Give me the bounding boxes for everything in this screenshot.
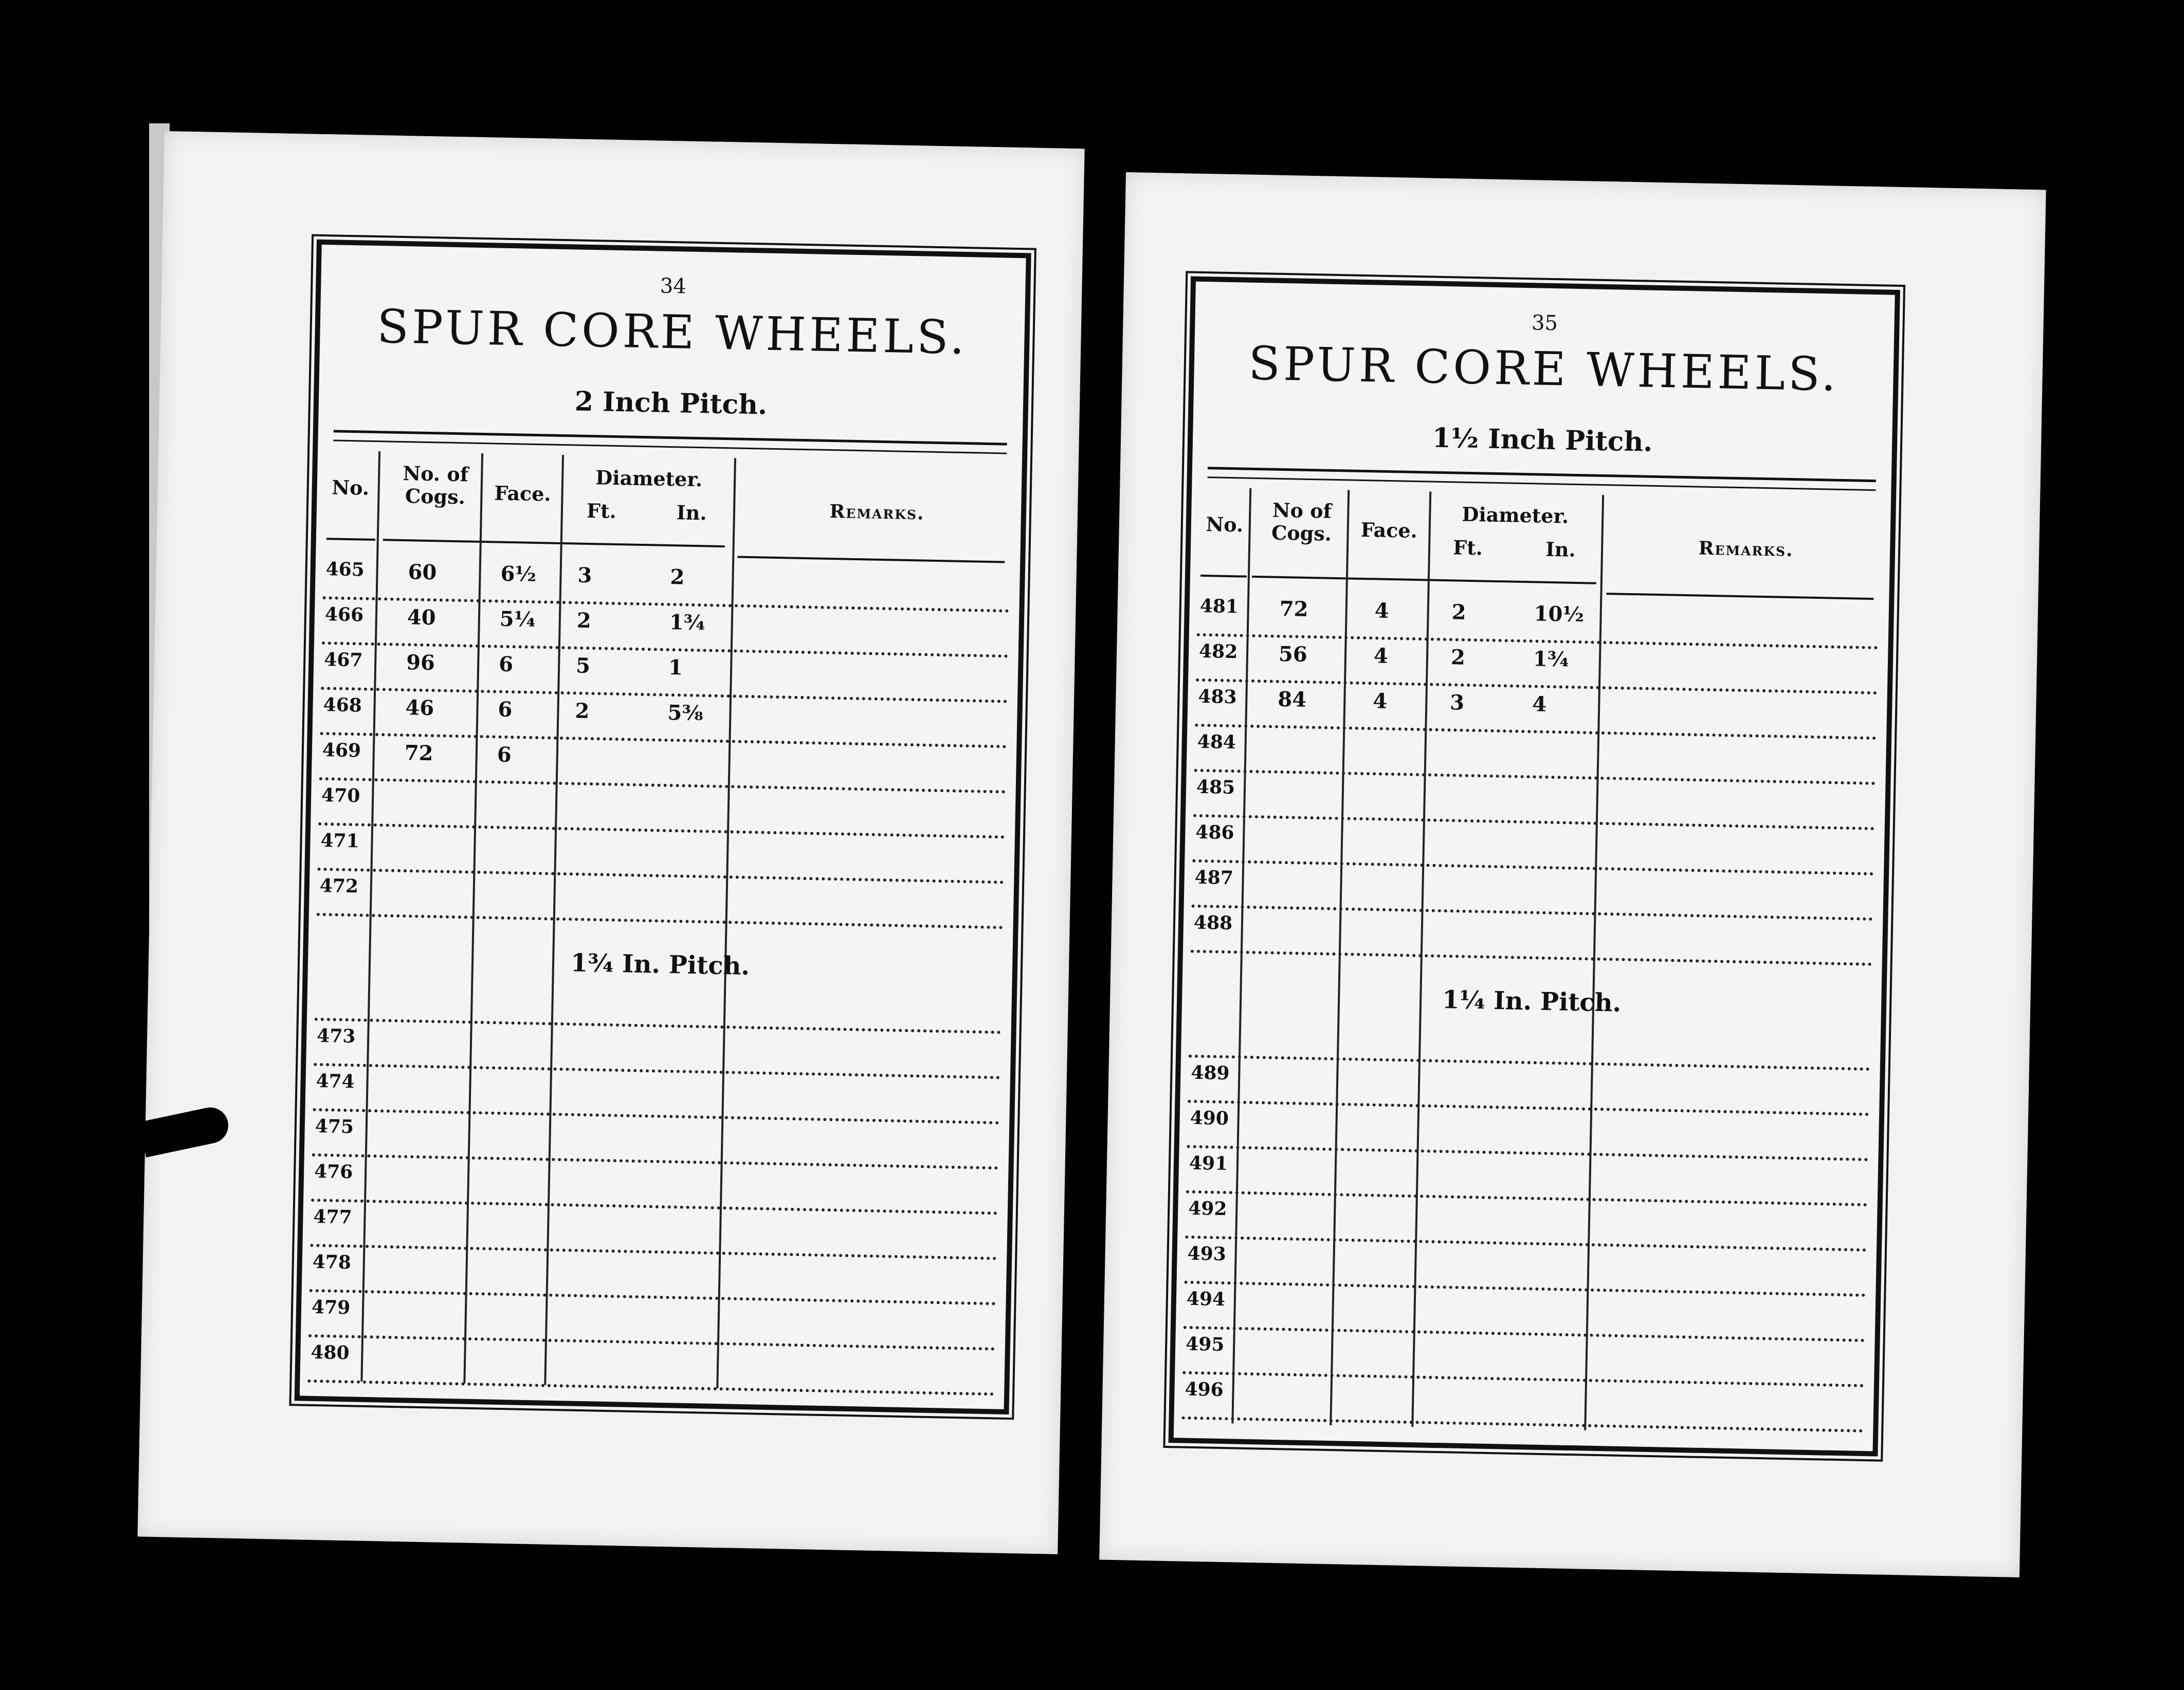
pitch-subtitle: 1½ Inch Pitch. bbox=[1432, 422, 1653, 458]
row-number: 488 bbox=[1193, 911, 1233, 934]
header-face: Face. bbox=[494, 481, 552, 506]
header-cogs-line1: No. of bbox=[403, 462, 469, 486]
row-number: 470 bbox=[321, 784, 360, 807]
header-rule bbox=[1200, 575, 1247, 578]
row-number: 482 bbox=[1198, 640, 1238, 663]
row-number: 491 bbox=[1189, 1152, 1228, 1175]
double-rule bbox=[1208, 467, 1876, 491]
row-number: 466 bbox=[324, 603, 364, 626]
in-value: 5⅜ bbox=[667, 700, 704, 726]
in-value: 1¾ bbox=[669, 610, 705, 635]
header-rule bbox=[737, 556, 1005, 563]
row-number: 465 bbox=[325, 558, 365, 581]
header-rule bbox=[1252, 576, 1596, 584]
header-cogs-line1: No of bbox=[1272, 498, 1332, 523]
row-number: 478 bbox=[312, 1251, 352, 1274]
header-face: Face. bbox=[1360, 518, 1418, 543]
dotted-leader bbox=[317, 913, 1003, 929]
ft-value: 2 bbox=[576, 608, 592, 633]
row-number: 472 bbox=[319, 875, 359, 897]
row-number: 492 bbox=[1188, 1197, 1227, 1220]
header-remarks: Remarks. bbox=[1698, 537, 1794, 561]
dotted-leader bbox=[1191, 950, 1872, 966]
header-rule bbox=[1606, 593, 1873, 600]
dotted-leader bbox=[307, 1380, 994, 1396]
cogs-value: 96 bbox=[406, 650, 435, 675]
dotted-leader bbox=[1181, 1417, 1863, 1432]
ft-value: 2 bbox=[575, 699, 590, 724]
cogs-value: 40 bbox=[407, 605, 436, 630]
section-heading: 1¼ In. Pitch. bbox=[1442, 985, 1622, 1018]
cogs-value: 56 bbox=[1278, 641, 1308, 667]
in-value: 2 bbox=[670, 565, 685, 590]
row-number: 475 bbox=[315, 1115, 354, 1138]
right-page-frame bbox=[1169, 276, 1900, 1456]
header-cogs bbox=[1252, 499, 1351, 545]
header-diameter: Diameter. bbox=[595, 466, 703, 491]
header-in: In. bbox=[676, 501, 707, 525]
page-number: 34 bbox=[660, 274, 687, 299]
in-value: 1¾ bbox=[1533, 647, 1569, 672]
row-number: 481 bbox=[1199, 595, 1239, 618]
header-no: No. bbox=[1206, 512, 1244, 537]
row-number: 467 bbox=[323, 649, 363, 671]
row-number: 468 bbox=[323, 694, 362, 717]
row-number: 494 bbox=[1186, 1288, 1226, 1311]
ft-value: 5 bbox=[575, 653, 591, 678]
row-number: 496 bbox=[1185, 1378, 1224, 1401]
cogs-value: 72 bbox=[1279, 596, 1308, 621]
left-page-frame bbox=[295, 240, 1031, 1415]
header-cogs-line2: Cogs. bbox=[405, 484, 466, 509]
row-number: 476 bbox=[314, 1160, 353, 1183]
face-value: 6 bbox=[498, 697, 513, 722]
row-number: 469 bbox=[322, 739, 361, 762]
row-number: 485 bbox=[1196, 776, 1235, 799]
page-title: SPUR CORE WHEELS. bbox=[376, 300, 968, 365]
header-ft: Ft. bbox=[586, 499, 617, 523]
cogs-value: 60 bbox=[408, 560, 437, 585]
header-cogs bbox=[384, 462, 487, 508]
row-number: 493 bbox=[1187, 1242, 1227, 1265]
cogs-value: 72 bbox=[404, 741, 433, 766]
face-value: 4 bbox=[1372, 689, 1388, 713]
cogs-value: 84 bbox=[1277, 687, 1307, 712]
row-number: 480 bbox=[311, 1341, 350, 1364]
face-value: 6 bbox=[498, 652, 514, 677]
ft-value: 3 bbox=[577, 563, 592, 588]
header-in: In. bbox=[1545, 537, 1576, 561]
row-number: 474 bbox=[316, 1070, 355, 1093]
ft-value: 2 bbox=[1451, 600, 1466, 624]
in-value: 1 bbox=[668, 655, 683, 680]
row-number: 471 bbox=[320, 830, 360, 852]
page-title: SPUR CORE WHEELS. bbox=[1248, 336, 1840, 402]
row-number: 489 bbox=[1190, 1061, 1230, 1085]
ft-value: 2 bbox=[1450, 645, 1466, 670]
face-value: 4 bbox=[1374, 598, 1390, 623]
pitch-subtitle: 2 Inch Pitch. bbox=[574, 385, 768, 421]
header-no: No. bbox=[331, 475, 370, 500]
row-number: 477 bbox=[313, 1205, 353, 1228]
face-value: 6½ bbox=[500, 561, 537, 587]
double-rule bbox=[333, 430, 1007, 454]
row-number: 484 bbox=[1197, 730, 1236, 754]
header-rule bbox=[383, 539, 725, 547]
section-heading: 1¾ In. Pitch. bbox=[570, 948, 750, 981]
face-value: 6 bbox=[497, 742, 512, 767]
ft-value: 3 bbox=[1449, 690, 1465, 715]
face-value: 5¼ bbox=[499, 607, 536, 632]
left-page bbox=[137, 131, 1084, 1554]
page-number: 35 bbox=[1531, 311, 1558, 336]
in-value: 10½ bbox=[1534, 601, 1585, 627]
in-value: 4 bbox=[1532, 692, 1547, 717]
header-diameter: Diameter. bbox=[1461, 502, 1569, 528]
header-rule bbox=[326, 538, 375, 541]
row-number: 473 bbox=[316, 1025, 356, 1048]
row-number: 490 bbox=[1190, 1107, 1229, 1130]
right-page bbox=[1099, 172, 2046, 1577]
header-remarks: Remarks. bbox=[829, 500, 925, 524]
row-number: 479 bbox=[311, 1296, 351, 1319]
row-number: 483 bbox=[1198, 685, 1237, 708]
row-number: 486 bbox=[1195, 821, 1234, 844]
cogs-value: 46 bbox=[405, 695, 434, 721]
header-ft: Ft. bbox=[1452, 536, 1483, 560]
row-number: 487 bbox=[1194, 866, 1234, 889]
face-value: 4 bbox=[1373, 644, 1389, 668]
header-cogs-line2: Cogs. bbox=[1271, 521, 1332, 545]
row-number: 495 bbox=[1185, 1333, 1225, 1356]
